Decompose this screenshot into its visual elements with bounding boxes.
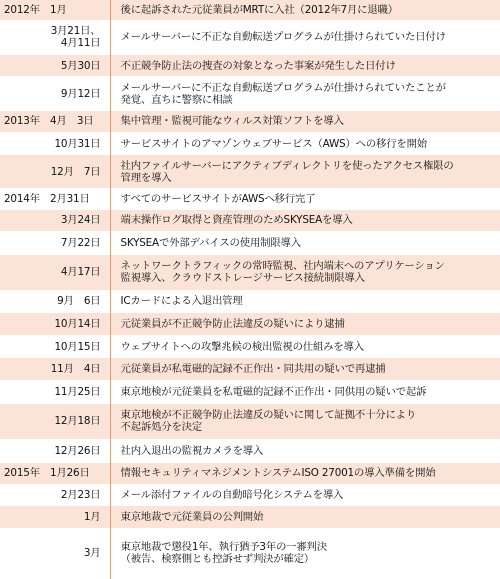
timeline-row [0,440,500,463]
timeline-row [0,380,500,403]
timeline-row [0,484,500,506]
timeline-event: メールサーバーに不正な自動転送プログラムが仕掛けられていた日付け [110,21,500,55]
timeline-date: 4月17日 [0,254,110,290]
timeline-date: 10月15日 [0,335,110,358]
timeline-date: 9月12日 [0,77,110,111]
timeline-row [0,290,500,313]
timeline-date: 9月 6日 [0,290,110,313]
timeline-event: 情報セキュリティマネジメントシステムISO 27001の導入準備を開始 [110,463,500,485]
timeline-event: 不正競争防止法の捜査の対象となった事案が発生した日付け [110,54,500,77]
timeline-row [0,54,500,77]
timeline-date: 2014年 2月31日 [0,189,110,210]
timeline-row [0,0,500,21]
timeline-event: ウェブサイトへの攻撃兆候の検出監視の仕組みを導入 [110,335,500,358]
timeline-event: 元従業員が不正競争防止法違反の疑いにより逮捕 [110,313,500,336]
timeline-row [0,528,500,578]
timeline-date: 3月 [0,528,110,578]
timeline-event: 東京地検が不正競争防止法違反の疑いに関して証拠不十分により 不起訴処分を決定 [110,403,500,440]
timeline-row [0,358,500,381]
timeline-date: 3月21日、 4月11日 [0,21,110,55]
timeline-date: 1月 [0,506,110,529]
timeline-date: 10月14日 [0,313,110,336]
timeline-row [0,209,500,232]
timeline-event: 後に起訴された元従業員がMRTに入社（2012年7月に退職） [110,0,500,21]
timeline-date: 12月 7日 [0,155,110,189]
timeline-row [0,132,500,155]
timeline-row [0,506,500,529]
timeline-row [0,21,500,55]
timeline-date: 12月18日 [0,403,110,440]
timeline-date: 5月30日 [0,54,110,77]
timeline-row [0,111,500,133]
timeline-date: 7月22日 [0,232,110,255]
timeline-date: 2013年 4月 3日 [0,111,110,133]
timeline-event: すべてのサービスサイトがAWSへ移行完了 [110,189,500,210]
timeline-event: 集中管理・監視可能なウィルス対策ソフトを導入 [110,111,500,133]
timeline-row [0,189,500,210]
timeline-row [0,463,500,485]
timeline-row [0,254,500,290]
timeline-event: 端末操作ログ取得と資産管理のためSKYSEAを導入 [110,209,500,232]
timeline-event: 東京地裁で元従業員の公判開始 [110,506,500,529]
timeline-event: SKYSEAで外部デバイスの使用制限導入 [110,232,500,255]
timeline-event: ICカードによる入退出管理 [110,290,500,313]
timeline-date: 11月 4日 [0,358,110,381]
timeline-event: 東京地裁で懲役1年、執行猶予3年の一審判決 （被告、検察側とも控訴せず判決が確定） [110,528,500,578]
timeline-date: 11月25日 [0,380,110,403]
timeline-event: 社内入退出の監視カメラを導入 [110,440,500,463]
timeline-event: 東京地検が元従業員を私電磁的記録不正作出・同供用の疑いで起訴 [110,380,500,403]
timeline-event: ネットワークトラフィックの常時監視、社内端末へのアプリケーション 監視導入、クラウドストレージサービス接続制限導入 [110,254,500,290]
timeline-event: 社内ファイルサーバーにアクティブディレクトリを使ったアクセス権限の 管理を導入 [110,155,500,189]
timeline-event: 元従業員が私電磁的記録不正作出・同共用の疑いで再逮捕 [110,358,500,381]
timeline-row [0,232,500,255]
timeline-row [0,313,500,336]
timeline-date: 3月24日 [0,209,110,232]
timeline-row [0,403,500,440]
timeline-event: メール添付ファイルの自動暗号化システムを導入 [110,484,500,506]
timeline-date: 2015年 1月26日 [0,463,110,485]
timeline-event: メールサーバーに不正な自動転送プログラムが仕掛けられていたことが 発覚、直ちに警察に相談 [110,77,500,111]
timeline-date: 10月31日 [0,132,110,155]
timeline-date: 2012年 1月 [0,0,110,21]
timeline-date: 2月23日 [0,484,110,506]
timeline-event: サービスサイトのアマゾンウェブサービス（AWS）への移行を開始 [110,132,500,155]
timeline-row [0,77,500,111]
timeline-date: 12月26日 [0,440,110,463]
timeline-row [0,335,500,358]
timeline-row [0,155,500,189]
